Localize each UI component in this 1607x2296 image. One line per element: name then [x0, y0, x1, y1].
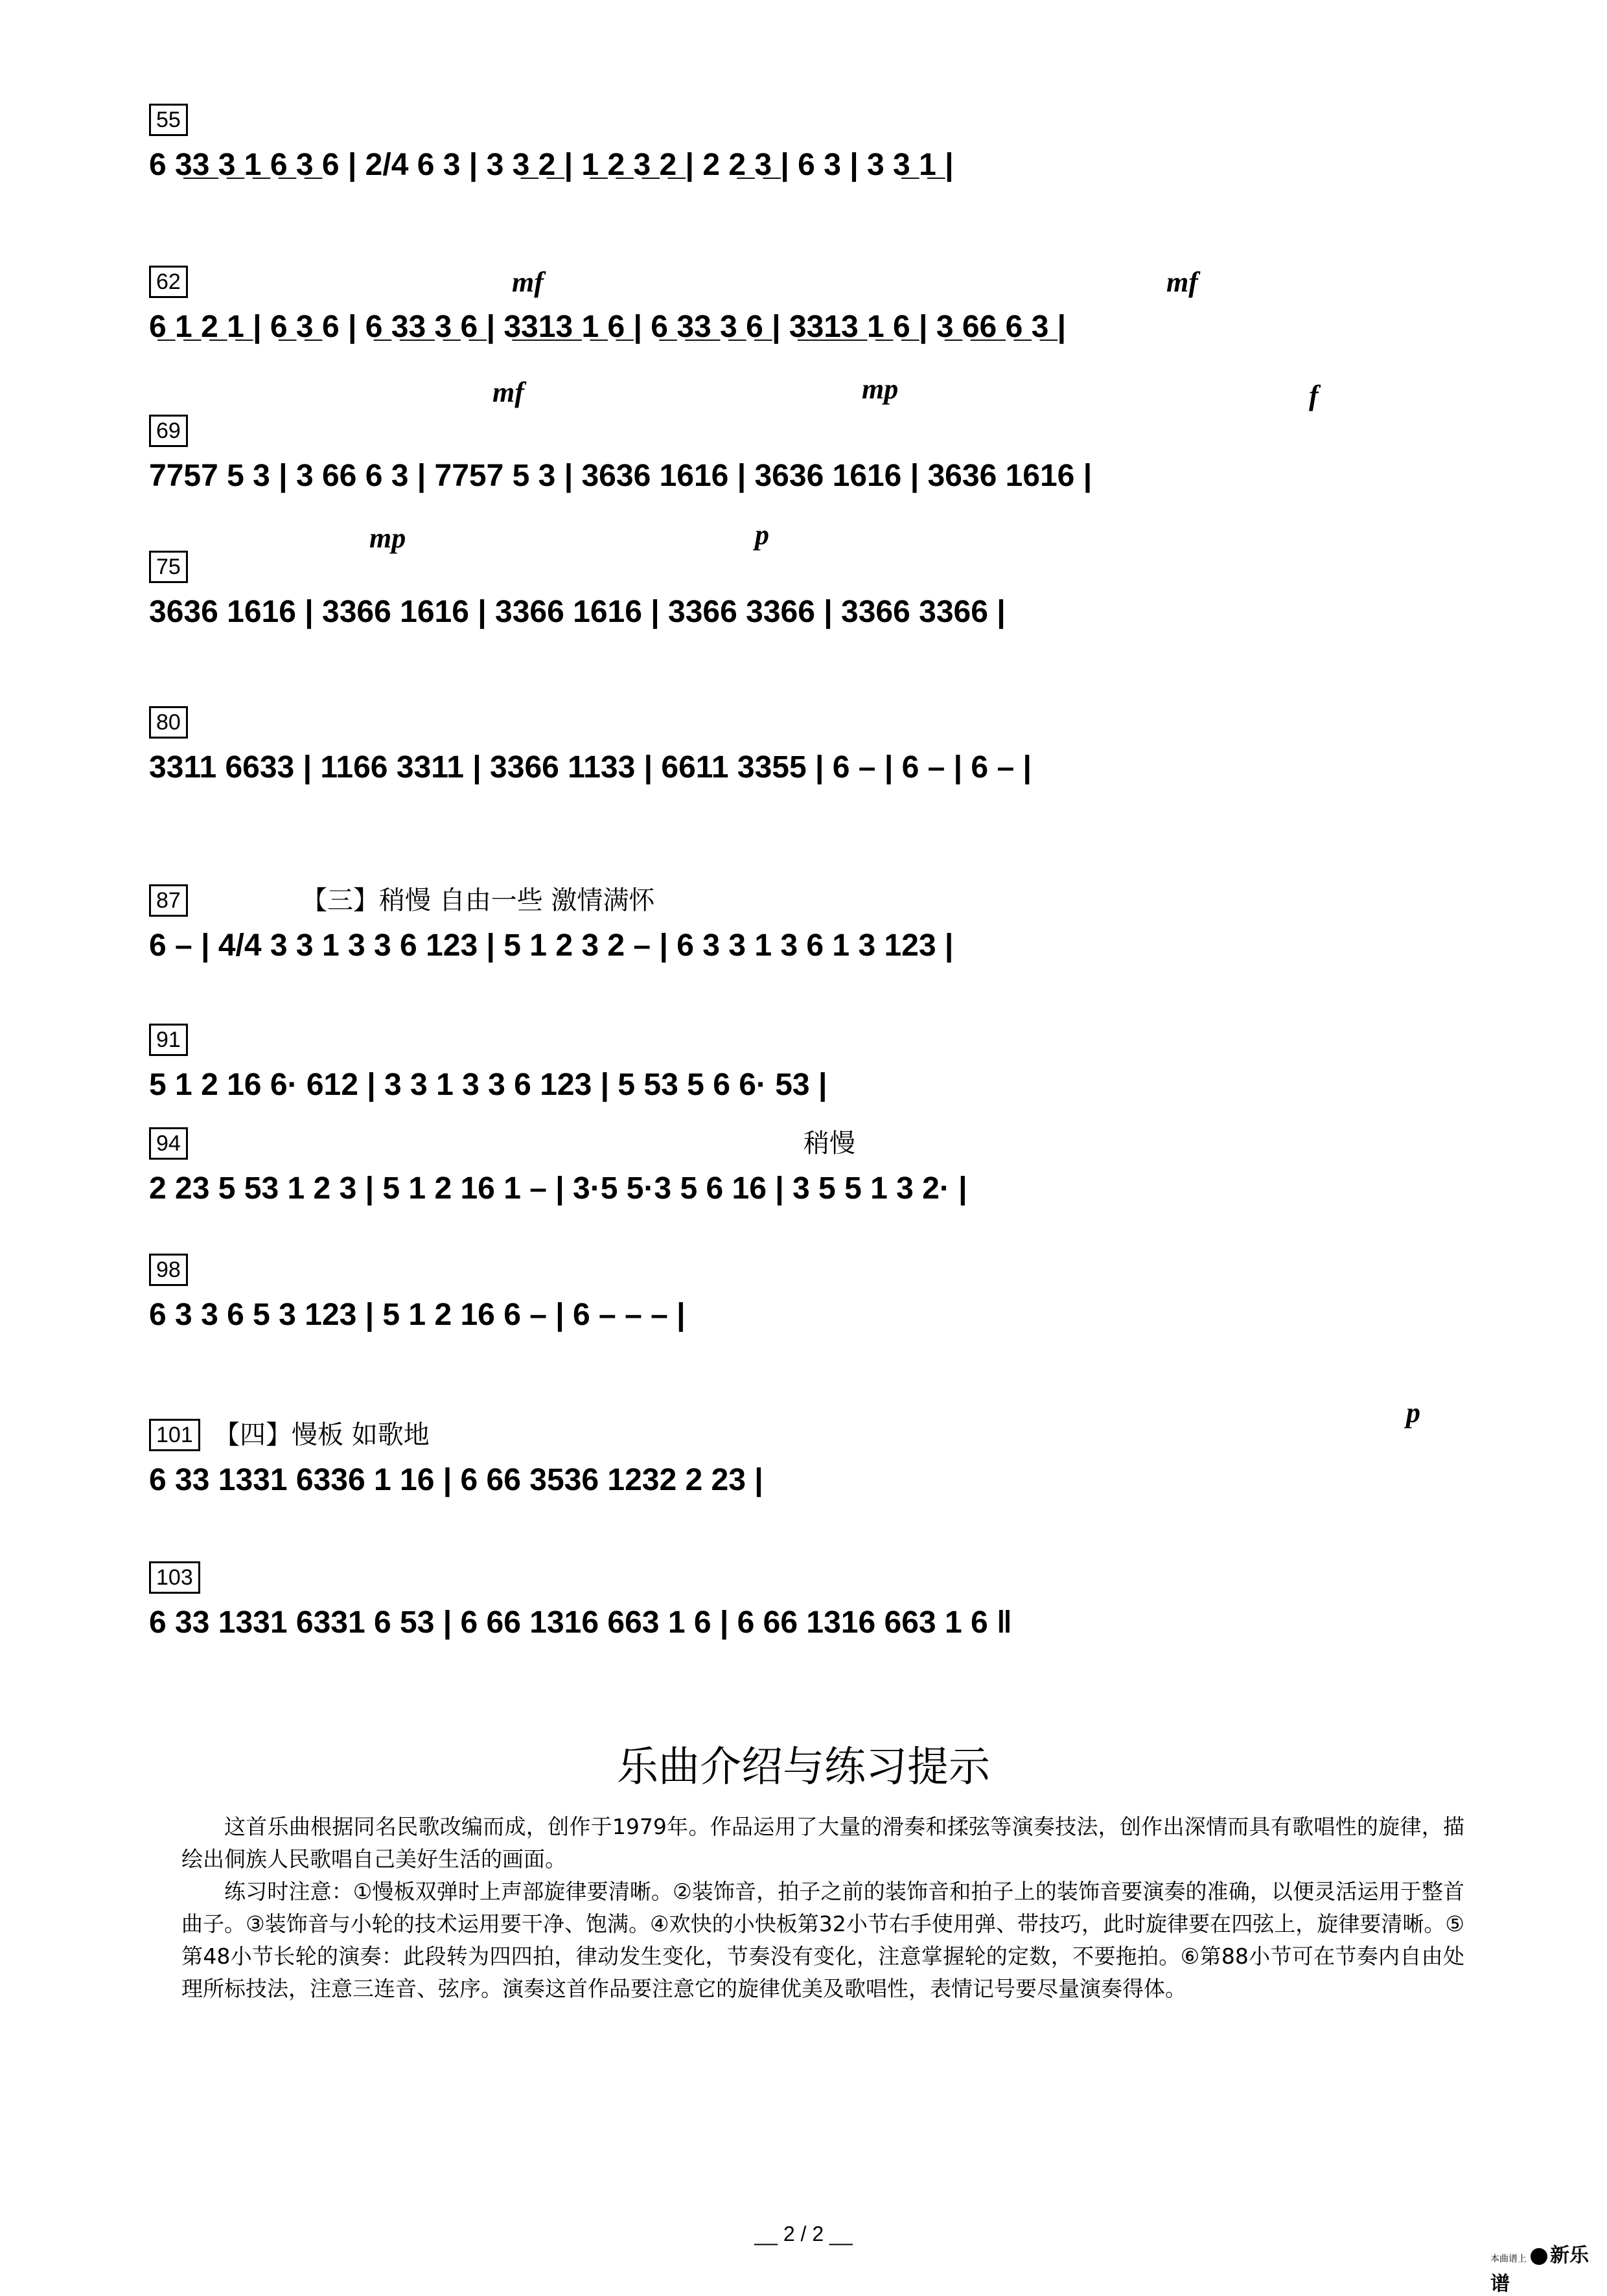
tempo-marking: 【三】稍慢 自由一些 激情满怀 — [301, 886, 655, 915]
melody-line: 6̲ 1̲ 2̲ 1̲ | 6̲ 3̲ 6 | 6̲ 3̲3̲ 3̲ 6̲ | 3̲3̲1̲3̲ 1̲ 6̲ | 6̲ 3̲3̲ 3̲ 6̲ | 3̲3̲1̲3̲ 1̲ 6̲ | 3̲ 6̲6̲ 6̲ 3̲ | — [149, 310, 1067, 344]
brand-name: 新乐谱 — [1490, 2244, 1589, 2295]
measure-number: 80 — [149, 706, 188, 739]
melody-line: 3311 6633 | 1166 3311 | 3366 1133 | 6611 3355 | 6 – | 6 – | 6 – | — [149, 750, 1032, 785]
measure-number: 69 — [149, 415, 188, 447]
melody-line: 7757 5 3 | 3 66 6 3 | 7757 5 3 | 3636 1616 | 3636 1616 | 3636 1616 | — [149, 459, 1093, 493]
page-number: __ 2 / 2 __ — [754, 2222, 853, 2245]
dynamic-mark: p — [1406, 1397, 1420, 1429]
section-title: 乐曲介绍与练习提示 — [617, 1743, 990, 1791]
measure-number: 75 — [149, 551, 188, 583]
brand-small-text: 本曲谱上 — [1490, 2254, 1527, 2264]
melody-line: 6 33 1331 6336 1 16 | 6 66 3536 1232 2 23 | — [149, 1463, 763, 1497]
measure-number: 87 — [149, 884, 188, 917]
brand-logo-icon — [1531, 2248, 1547, 2265]
tempo-marking: 稍慢 — [804, 1129, 855, 1158]
melody-line: 3636 1616 | 3366 1616 | 3366 1616 | 3366 3366 | 3366 3366 | — [149, 595, 1006, 629]
measure-number: 101 — [149, 1419, 200, 1451]
measure-number: 91 — [149, 1024, 188, 1056]
measure-number: 98 — [149, 1254, 188, 1286]
dynamic-mark: mp — [862, 373, 899, 405]
dynamic-mark: mp — [369, 522, 406, 554]
measure-number: 103 — [149, 1561, 200, 1594]
melody-line: 6 – | 4/4 3 3 1 3 3 6 123 | 5 1 2 3 2 – | 6 3 3 1 3 6 1 3 123 | — [149, 928, 954, 963]
dynamic-mark: mf — [492, 376, 524, 408]
practice-tips-paragraph: 练习时注意：①慢板双弹时上声部旋律要清晰。②装饰音，拍子之前的装饰音和拍子上的装饰音要演奏的准确，以便灵活运用于整首曲子。③装饰音与小轮的技术运用要干净、饱满。④欢快的小快板第32小节右手使用弹、带技巧，此时旋律要在四弦上，旋律要清晰。⑤第48小节长轮的演奏：此段转为四四拍，律动发生变化，节奏没有变化，注意掌握轮的定数，不要拖拍。⑥第88小节可在节奏内自由处理所标技法，注意三连音、弦序。演奏这首作品要注意它的旋律优美及歌唱性，表情记号要尽量演奏得体。 — [181, 1879, 1464, 2001]
dynamic-mark: mf — [512, 266, 544, 298]
brand-watermark — [1490, 2239, 1607, 2296]
measure-number: 94 — [149, 1127, 188, 1160]
dynamic-mark: p — [755, 519, 769, 551]
dynamic-mark: f — [1309, 380, 1319, 411]
melody-line: 6 33 1331 6331 6 53 | 6 66 1316 663 1 6 | 6 66 1316 663 1 6 ‖ — [149, 1605, 1012, 1640]
tempo-marking: 【四】慢板 如歌地 — [214, 1420, 430, 1450]
melody-line: 6 3 3 6 5 3 123 | 5 1 2 16 6 – | 6 – – – | — [149, 1298, 686, 1332]
melody-line: 2 23 5 53 1 2 3 | 5 1 2 16 1 – | 3·5 5·3 5 6 16 | 3 5 5 1 3 2· | — [149, 1171, 967, 1206]
dynamic-mark: mf — [1166, 266, 1198, 298]
melody-line: 6 3̲3̲ 3̲ 1̲ 6̲ 3̲ 6 | 2/4 6 3 | 3 3̲ 2̲ | 1̲ 2̲ 3̲ 2̲ | 2 2̲ 3̲ | 6 3 | 3 3̲ 1̲ | — [149, 148, 954, 182]
measure-number: 62 — [149, 266, 188, 298]
intro-paragraph: 这首乐曲根据同名民歌改编而成，创作于1979年。作品运用了大量的滑奏和揉弦等演奏技法，创作出深情而具有歌唱性的旋律，描绘出侗族人民歌唱自己美好生活的画面。 — [181, 1814, 1464, 1872]
melody-line: 5 1 2 16 6· 612 | 3 3 1 3 3 6 123 | 5 53 5 6 6· 53 | — [149, 1068, 827, 1102]
measure-number: 55 — [149, 104, 188, 136]
